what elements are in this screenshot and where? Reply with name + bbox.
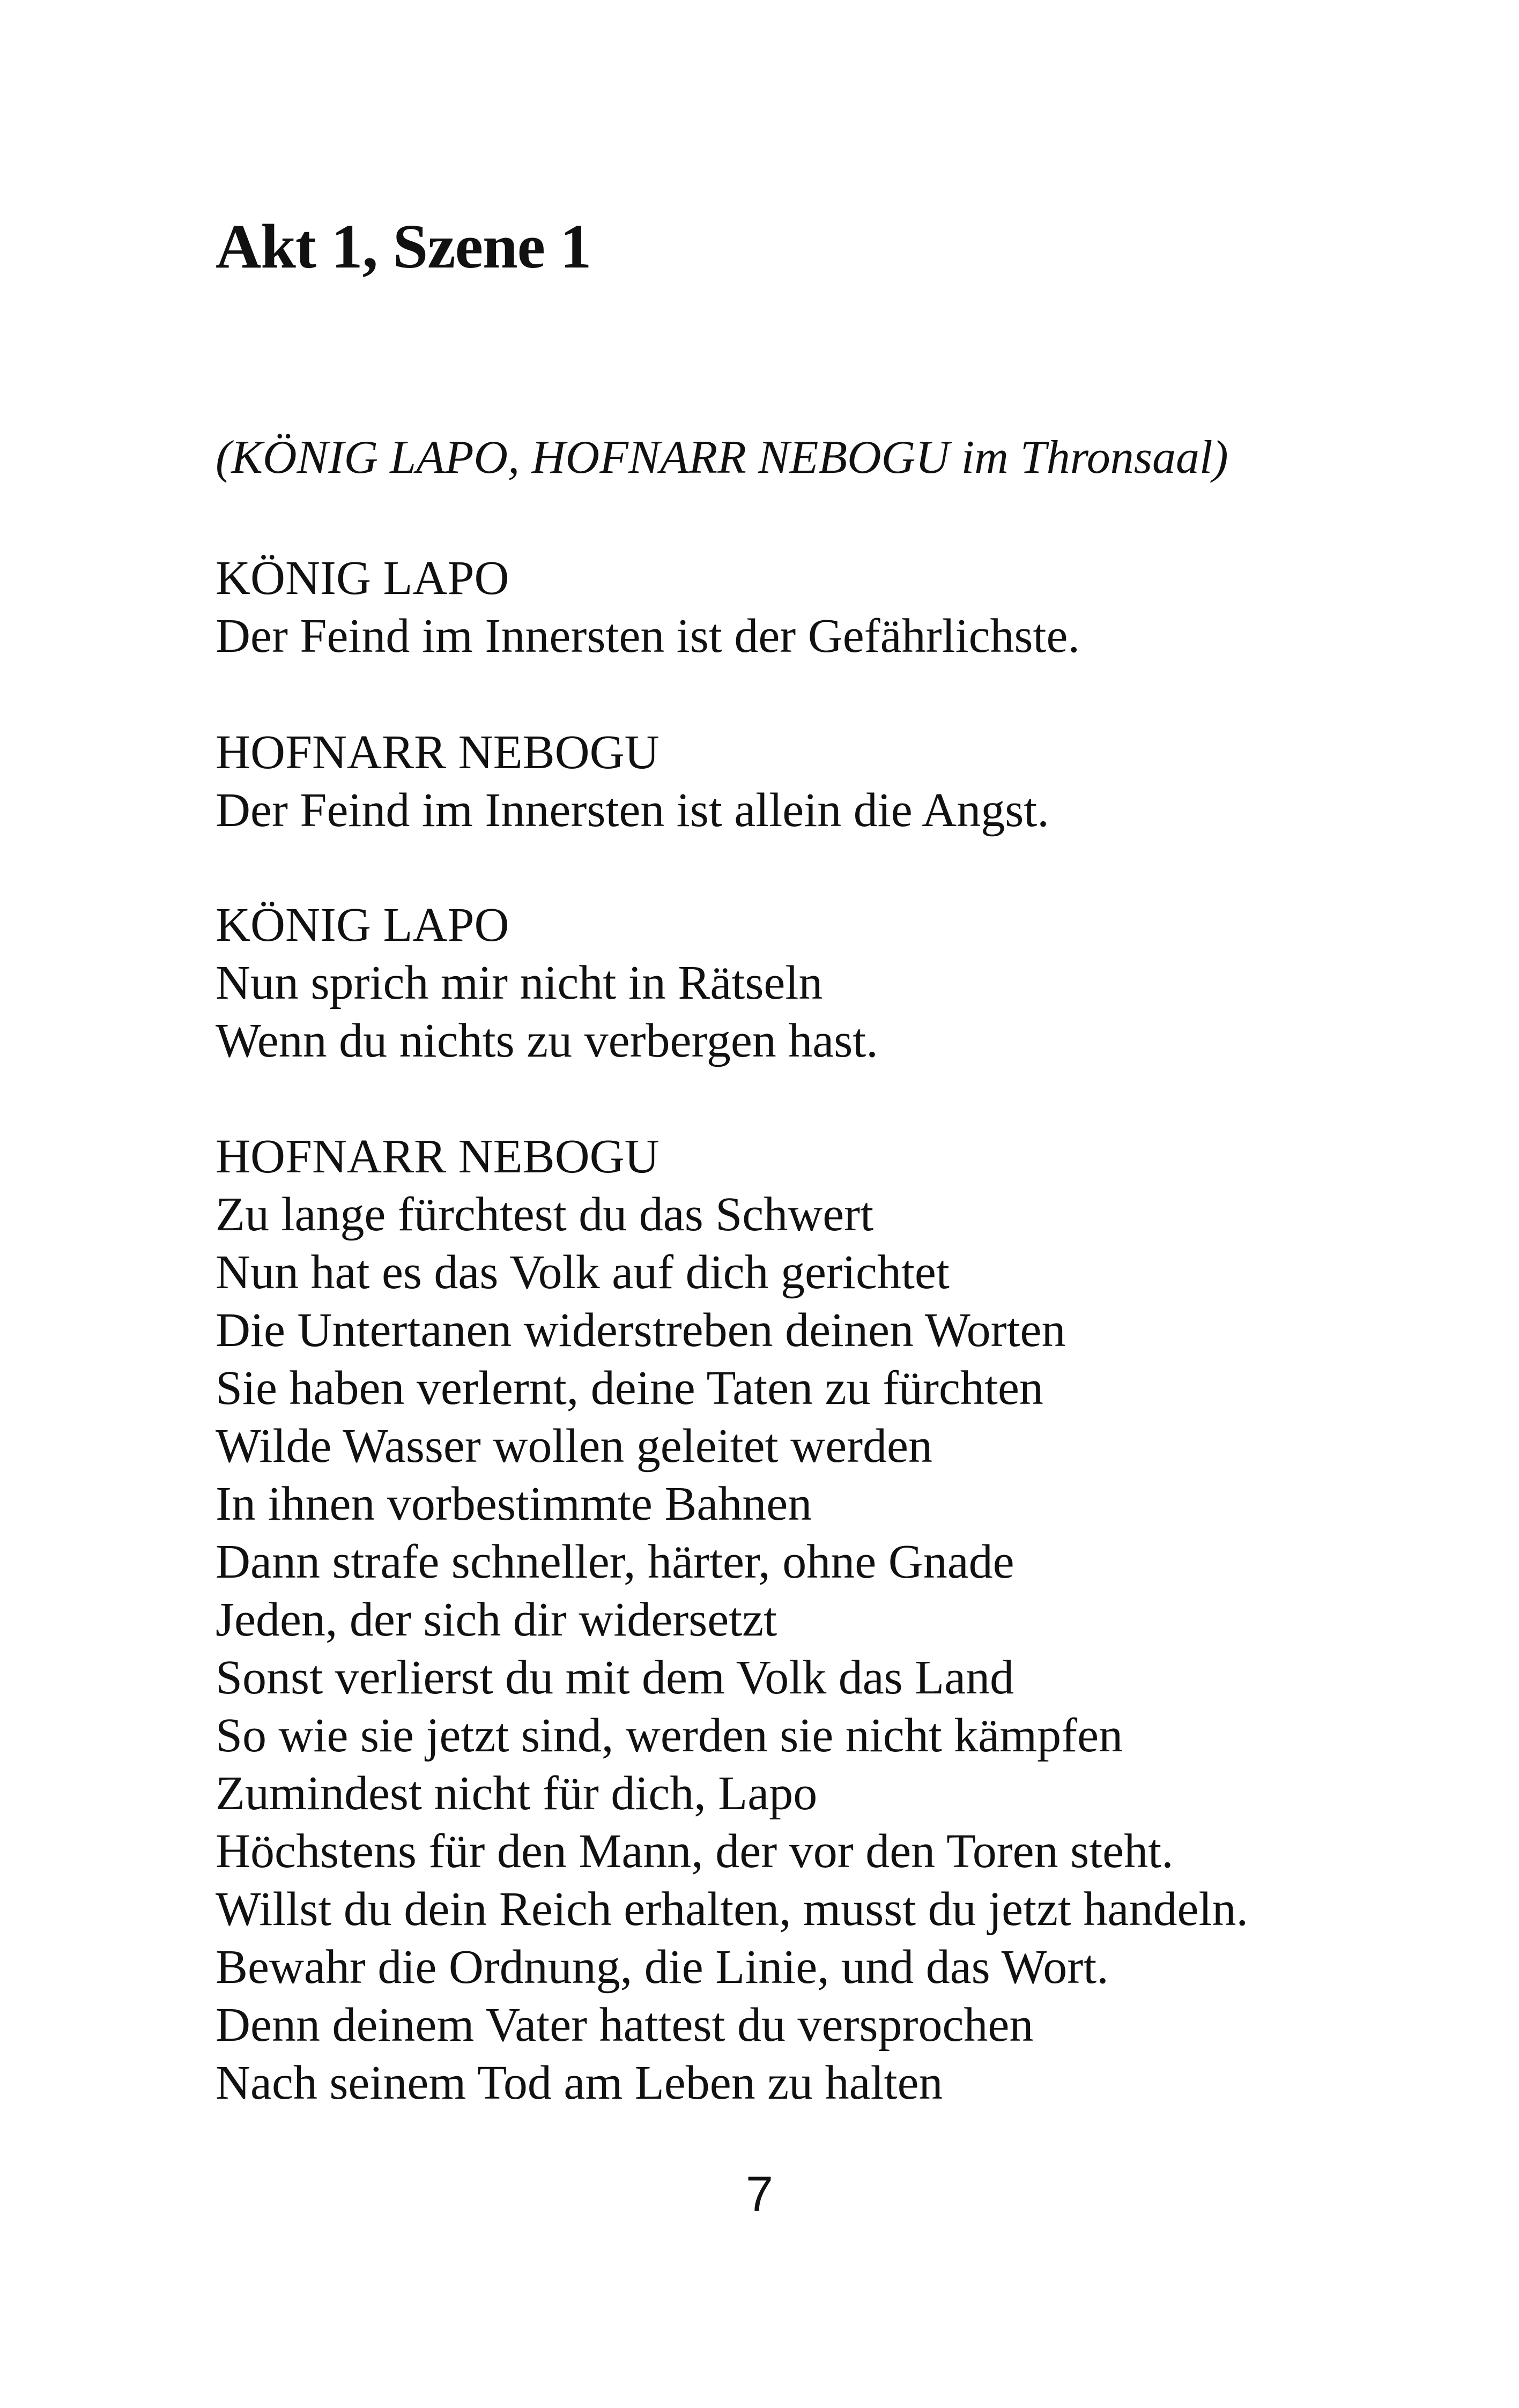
- dialogue-line: Der Feind im Innersten ist allein die Angst.: [216, 784, 1049, 837]
- dialogue-line: Der Feind im Innersten ist der Gefährlichste.: [216, 610, 1080, 663]
- dialogue-block: [216, 1128, 1248, 2112]
- dialogue-line: In ihnen vorbestimmte Bahnen: [216, 1477, 812, 1530]
- dialogue-line: Bewahr die Ordnung, die Linie, und das Wort.: [216, 1941, 1109, 1994]
- dialogue-line: Denn deinem Vater hattest du versprochen: [216, 1998, 1034, 2052]
- dialogue-line: Wilde Wasser wollen geleitet werden: [216, 1419, 932, 1473]
- speaker-name: KÖNIG LAPO: [216, 552, 509, 605]
- dialogue-line: Sonst verlierst du mit dem Volk das Land: [216, 1651, 1014, 1704]
- dialogue-line: Wenn du nichts zu verbergen hast.: [216, 1014, 878, 1067]
- dialogue-line: Nun sprich mir nicht in Rätseln: [216, 956, 823, 1009]
- dialogue-line: Höchstens für den Mann, der vor den Toren steht.: [216, 1825, 1174, 1878]
- speaker-name: KÖNIG LAPO: [216, 898, 509, 952]
- speaker-name: HOFNARR NEBOGU: [216, 1130, 660, 1183]
- dialogue-line: So wie sie jetzt sind, werden sie nicht kämpfen: [216, 1709, 1123, 1762]
- dialogue-block: [216, 896, 878, 1070]
- dialogue-line: Nun hat es das Volk auf dich gerichtet: [216, 1246, 950, 1299]
- dialogue-line: Sie haben verlernt, deine Taten zu fürchten: [216, 1362, 1043, 1415]
- dialogue-line: Die Untertanen widerstreben deinen Worten: [216, 1304, 1066, 1357]
- dialogue-line: Willst du dein Reich erhalten, musst du jetzt handeln.: [216, 1883, 1248, 1936]
- dialogue-line: Nach seinem Tod am Leben zu halten: [216, 2056, 943, 2109]
- dialogue-line: Zumindest nicht für dich, Lapo: [216, 1767, 818, 1820]
- scene-heading: Akt 1, Szene 1: [216, 211, 591, 281]
- dialogue-line: Dann strafe schneller, härter, ohne Gnade: [216, 1535, 1014, 1588]
- dialogue-line: Jeden, der sich dir widersetzt: [216, 1593, 777, 1646]
- speaker-name: HOFNARR NEBOGU: [216, 726, 660, 779]
- page-number: 7: [745, 2167, 774, 2221]
- dialogue-block: [216, 549, 1080, 665]
- dialogue-block: [216, 724, 1049, 839]
- dialogue-line: Zu lange fürchtest du das Schwert: [216, 1188, 874, 1241]
- stage-direction: (KÖNIG LAPO, HOFNARR NEBOGU im Thronsaal): [216, 432, 1228, 484]
